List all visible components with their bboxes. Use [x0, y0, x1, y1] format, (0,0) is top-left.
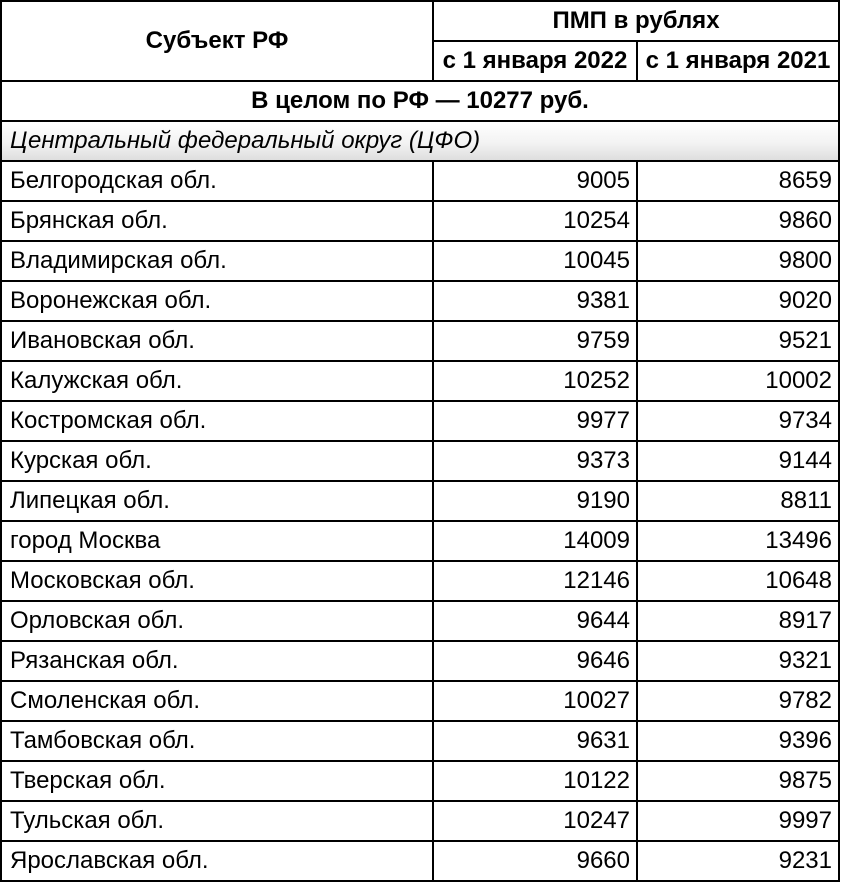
value-2022: 9631	[434, 722, 638, 762]
value-2021: 9875	[638, 762, 840, 802]
value-2021: 10648	[638, 562, 840, 602]
region-name: Брянская обл.	[2, 202, 434, 242]
value-2021: 13496	[638, 522, 840, 562]
region-name: Ярославская обл.	[2, 842, 434, 882]
value-2021: 9860	[638, 202, 840, 242]
value-2022: 14009	[434, 522, 638, 562]
value-2022: 9190	[434, 482, 638, 522]
value-2022: 10247	[434, 802, 638, 842]
region-name: Белгородская обл.	[2, 162, 434, 202]
header-subject: Субъект РФ	[2, 2, 434, 82]
value-2021: 8811	[638, 482, 840, 522]
header-col-2021: с 1 января 2021	[638, 42, 840, 82]
region-name: Московская обл.	[2, 562, 434, 602]
value-2021: 9020	[638, 282, 840, 322]
value-2022: 10254	[434, 202, 638, 242]
value-2021: 9734	[638, 402, 840, 442]
value-2021: 9997	[638, 802, 840, 842]
value-2022: 9644	[434, 602, 638, 642]
value-2022: 10027	[434, 682, 638, 722]
value-2022: 9660	[434, 842, 638, 882]
value-2022: 10045	[434, 242, 638, 282]
region-name: Тамбовская обл.	[2, 722, 434, 762]
region-name: Костромская обл.	[2, 402, 434, 442]
region-name: Липецкая обл.	[2, 482, 434, 522]
value-2021: 8917	[638, 602, 840, 642]
region-name: Воронежская обл.	[2, 282, 434, 322]
value-2021: 8659	[638, 162, 840, 202]
value-2021: 10002	[638, 362, 840, 402]
value-2021: 9396	[638, 722, 840, 762]
value-2021: 9800	[638, 242, 840, 282]
region-name: Рязанская обл.	[2, 642, 434, 682]
region-name: Смоленская обл.	[2, 682, 434, 722]
region-name: Курская обл.	[2, 442, 434, 482]
value-2021: 9521	[638, 322, 840, 362]
value-2022: 9381	[434, 282, 638, 322]
region-name: Тульская обл.	[2, 802, 434, 842]
region-name: Тверская обл.	[2, 762, 434, 802]
region-name: город Москва	[2, 522, 434, 562]
value-2022: 10122	[434, 762, 638, 802]
value-2022: 9977	[434, 402, 638, 442]
header-pmp: ПМП в рублях	[434, 2, 840, 42]
value-2022: 9005	[434, 162, 638, 202]
total-row: В целом по РФ — 10277 руб.	[2, 82, 840, 122]
region-name: Калужская обл.	[2, 362, 434, 402]
value-2021: 9231	[638, 842, 840, 882]
region-name: Ивановская обл.	[2, 322, 434, 362]
header-col-2022: с 1 января 2022	[434, 42, 638, 82]
value-2022: 12146	[434, 562, 638, 602]
value-2022: 9646	[434, 642, 638, 682]
value-2022: 9373	[434, 442, 638, 482]
region-name: Владимирская обл.	[2, 242, 434, 282]
value-2021: 9321	[638, 642, 840, 682]
region-name: Орловская обл.	[2, 602, 434, 642]
value-2021: 9782	[638, 682, 840, 722]
district-row: Центральный федеральный округ (ЦФО)	[2, 122, 840, 162]
value-2022: 9759	[434, 322, 638, 362]
value-2022: 10252	[434, 362, 638, 402]
value-2021: 9144	[638, 442, 840, 482]
